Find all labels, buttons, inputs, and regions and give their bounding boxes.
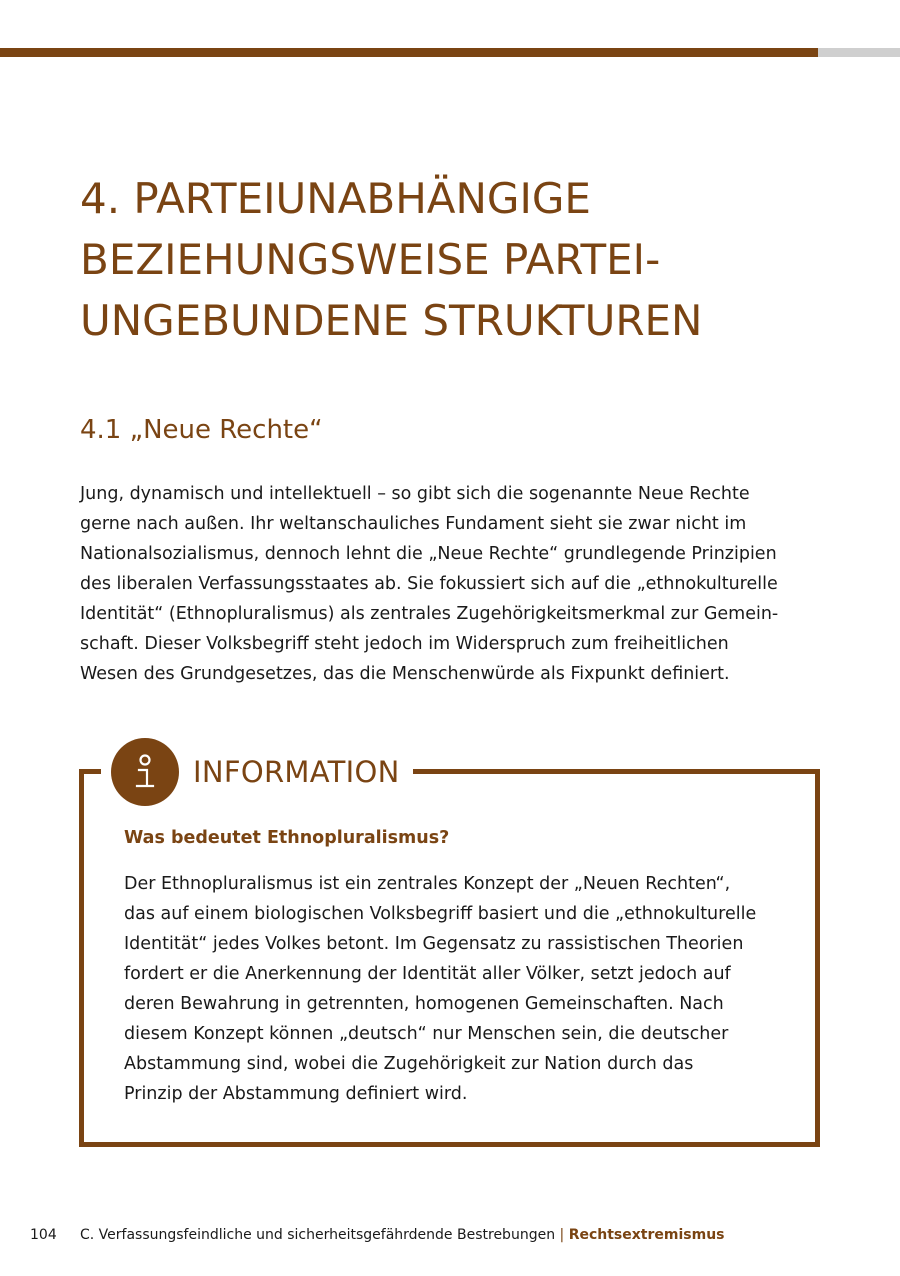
info-line: Abstammung sind, wobei die Zugehörigkeit zur Nation durch das	[124, 1054, 694, 1074]
chapter-title-line: 4. PARTEIUNABHÄNGIGE	[80, 174, 591, 223]
footer-section: C. Verfassungsfeindliche und sicherheitsgefährdende Bestrebungen	[80, 1227, 556, 1243]
info-paragraph	[124, 869, 804, 1109]
info-icon	[111, 738, 179, 806]
info-line: diesem Konzept können „deutsch“ nur Menschen sein, die deutscher	[124, 1024, 729, 1044]
info-line: fordert er die Anerkennung der Identität aller Völker, setzt jedoch auf	[124, 964, 731, 984]
body-line: Wesen des Grundgesetzes, das die Menschenwürde als Fixpunkt definiert.	[80, 664, 730, 684]
info-line: Identität“ jedes Volkes betont. Im Gegensatz zu rassistischen Theorien	[124, 934, 744, 954]
top-accent-bar	[0, 48, 818, 57]
page-number: 104	[30, 1227, 57, 1243]
footer-separator: |	[559, 1227, 565, 1243]
info-title: INFORMATION	[193, 755, 400, 789]
body-line: gerne nach außen. Ihr weltanschauliches Fundament sieht sie zwar nicht im	[80, 514, 747, 534]
footer-topic: Rechtsextremismus	[568, 1227, 725, 1243]
body-line: des liberalen Verfassungsstaates ab. Sie fokussiert sich auf die „ethnokulturelle	[80, 574, 778, 594]
chapter-title	[80, 168, 860, 351]
section-title: 4.1 „Neue Rechte“	[80, 415, 323, 445]
info-line: deren Bewahrung in getrennten, homogenen Gemeinschaften. Nach	[124, 994, 724, 1014]
top-gray-bar	[818, 48, 900, 57]
body-paragraph	[80, 479, 840, 689]
chapter-title-line: UNGEBUNDENE STRUKTUREN	[80, 296, 703, 345]
info-line: Der Ethnopluralismus ist ein zentrales Konzept der „Neuen Rechten“,	[124, 874, 731, 894]
info-question: Was bedeutet Ethnopluralismus?	[124, 828, 450, 848]
body-line: Identität“ (Ethnopluralismus) als zentrales Zugehörigkeitsmerkmal zur Gemein-	[80, 604, 779, 624]
body-line: Jung, dynamisch und intellektuell – so gibt sich die sogenannte Neue Rechte	[80, 484, 750, 504]
info-line: Prinzip der Abstammung definiert wird.	[124, 1084, 468, 1104]
info-icon-glyph	[111, 738, 179, 806]
info-line: das auf einem biologischen Volksbegriff basiert und die „ethnokulturelle	[124, 904, 757, 924]
body-line: schaft. Dieser Volksbegriff steht jedoch im Widerspruch zum freiheitlichen	[80, 634, 729, 654]
page-footer	[30, 1224, 725, 1246]
chapter-title-line: BEZIEHUNGSWEISE PARTEI-	[80, 235, 661, 284]
body-line: Nationalsozialismus, dennoch lehnt die „Neue Rechte“ grundlegende Prinzipien	[80, 544, 777, 564]
